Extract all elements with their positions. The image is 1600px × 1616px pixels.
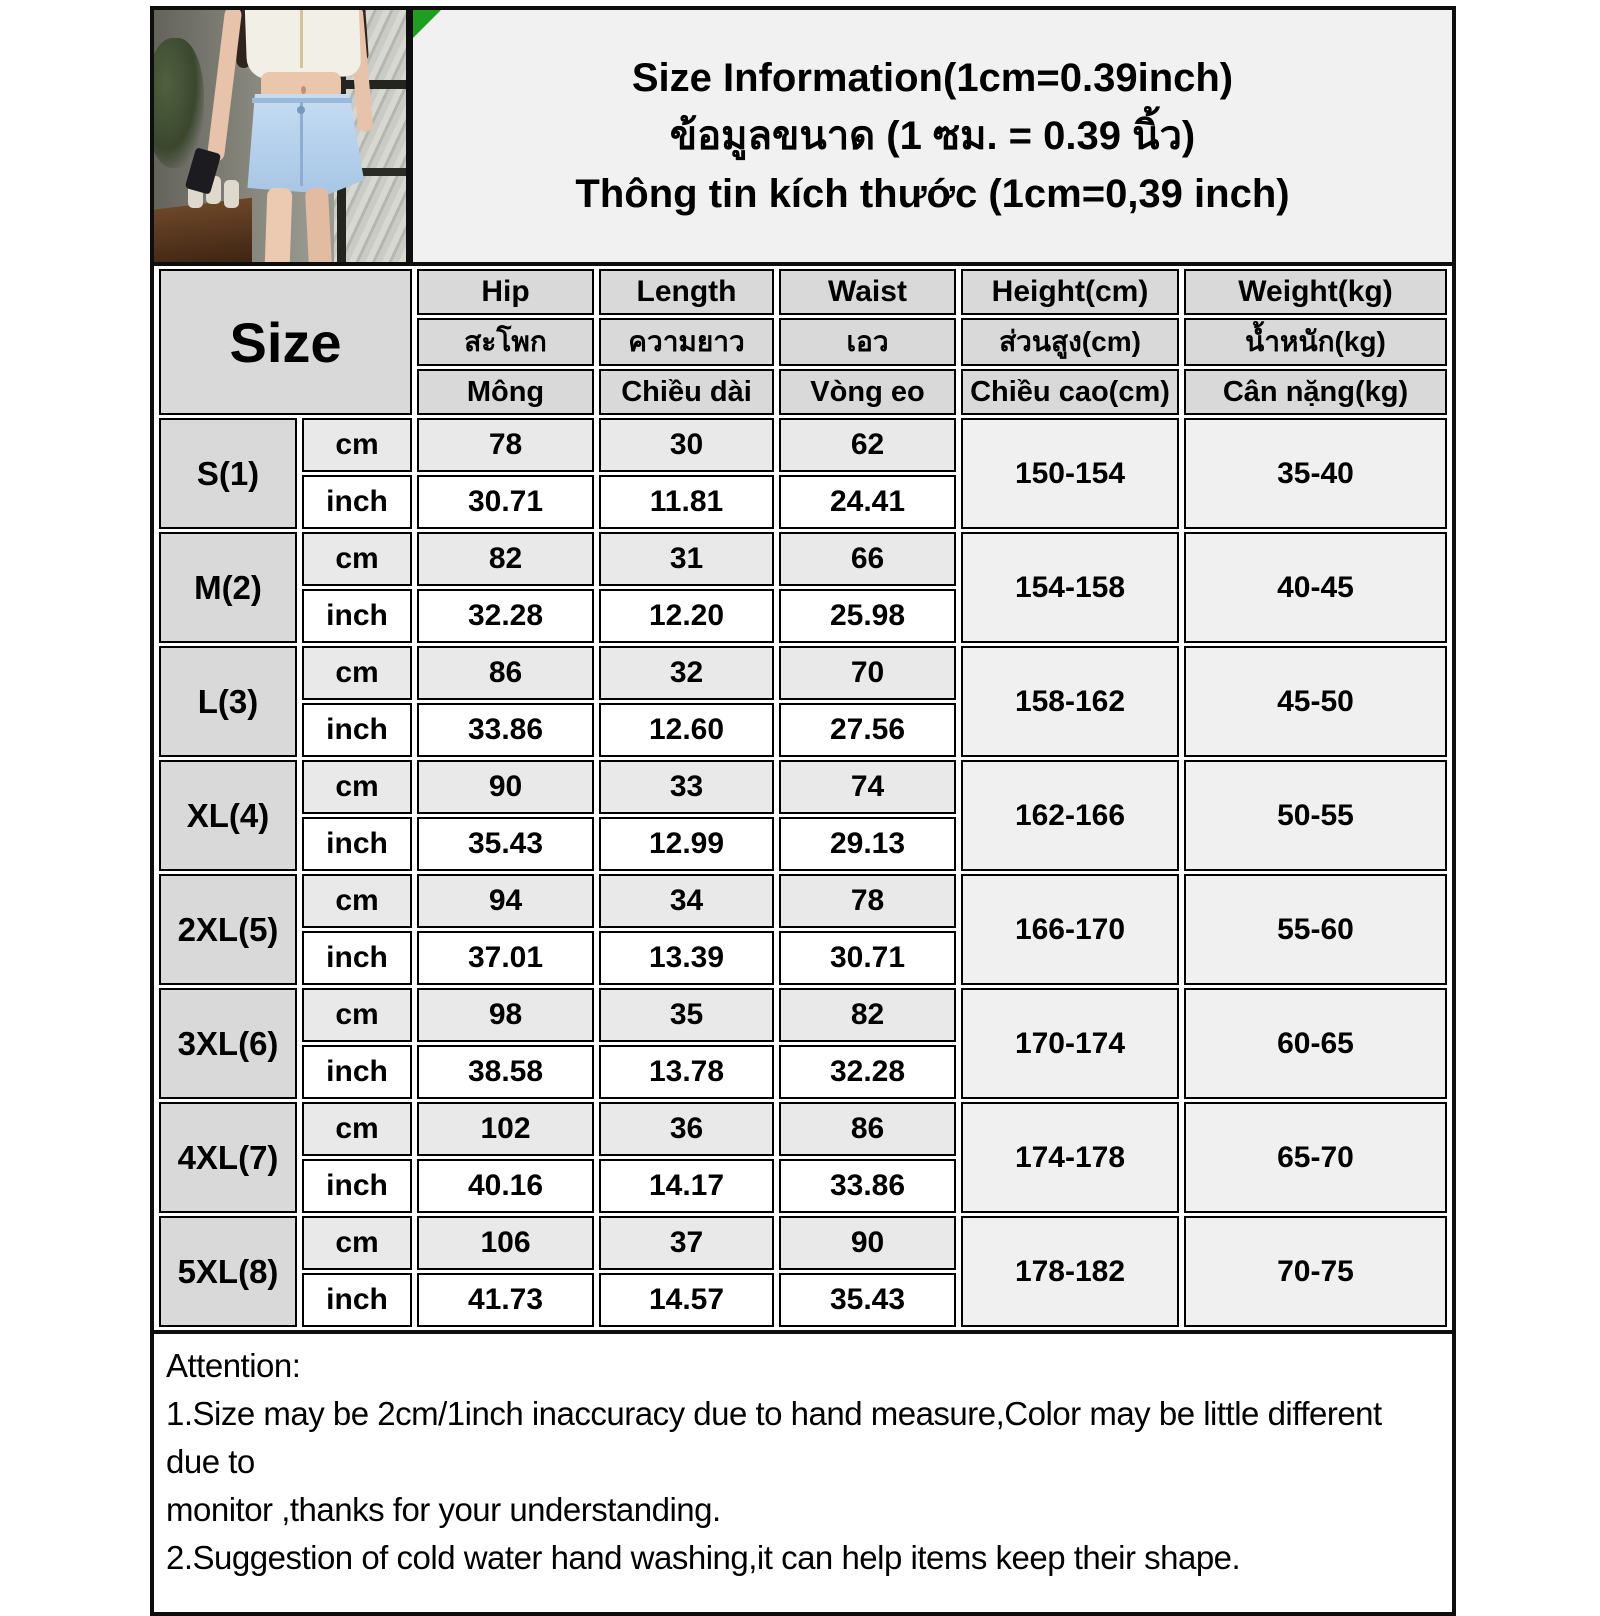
value-cell-cm: 31 [599,532,774,586]
value-cell-inch: 30.71 [417,475,594,529]
unit-cm-cell: cm [302,874,412,928]
value-cell-inch: 14.57 [599,1273,774,1327]
value-cell-cm: 32 [599,646,774,700]
header-length-vi: Chiều dài [599,369,774,415]
unit-cm-cell: cm [302,532,412,586]
header-waist-en: Waist [779,269,956,315]
value-cell-inch: 35.43 [417,817,594,871]
value-cell-cm: 62 [779,418,956,472]
unit-inch-cell: inch [302,589,412,643]
photo-skirt-button [297,106,305,114]
value-cell-cm: 90 [779,1216,956,1270]
header-height-vi: Chiều cao(cm) [961,369,1179,415]
size-row-cm [159,760,1447,814]
value-cell-cm: 90 [417,760,594,814]
unit-inch-cell: inch [302,1045,412,1099]
value-cell-inch: 37.01 [417,931,594,985]
value-cell-inch: 33.86 [779,1159,956,1213]
top-row [150,6,1456,266]
value-cell-cm: 86 [417,646,594,700]
size-row-cm [159,988,1447,1042]
value-cell-inch: 32.28 [779,1045,956,1099]
value-cell-cm: 33 [599,760,774,814]
value-cell-inch: 14.17 [599,1159,774,1213]
photo-bottle [224,180,239,208]
unit-cm-cell: cm [302,760,412,814]
unit-inch-cell: inch [302,1273,412,1327]
height-range-cell: 170-174 [961,988,1179,1099]
weight-range-cell: 35-40 [1184,418,1447,529]
size-row-cm [159,418,1447,472]
unit-inch-cell: inch [302,817,412,871]
height-range-cell: 154-158 [961,532,1179,643]
height-range-cell: 166-170 [961,874,1179,985]
unit-cm-cell: cm [302,1102,412,1156]
header-hip-th: สะโพก [417,318,594,366]
size-table [150,262,1456,1334]
size-column-header: Size [159,269,412,415]
height-range-cell: 162-166 [961,760,1179,871]
value-cell-cm: 34 [599,874,774,928]
attention-heading: Attention: [166,1347,301,1384]
value-cell-cm: 66 [779,532,956,586]
value-cell-inch: 11.81 [599,475,774,529]
value-cell-cm: 37 [599,1216,774,1270]
value-cell-cm: 36 [599,1102,774,1156]
weight-range-cell: 45-50 [1184,646,1447,757]
value-cell-inch: 12.20 [599,589,774,643]
value-cell-cm: 98 [417,988,594,1042]
title-thai: ข้อมูลขนาด (1 ซม. = 0.39 นิ้ว) [669,114,1196,158]
value-cell-cm: 102 [417,1102,594,1156]
size-name-cell: XL(4) [159,760,297,871]
height-range-cell: 150-154 [961,418,1179,529]
size-name-cell: 5XL(8) [159,1216,297,1327]
weight-range-cell: 40-45 [1184,532,1447,643]
photo-model-leg [305,187,332,266]
unit-cm-cell: cm [302,646,412,700]
photo-window-bar [334,80,406,89]
value-cell-cm: 35 [599,988,774,1042]
value-cell-inch: 41.73 [417,1273,594,1327]
header-weight-th: น้ำหนัก(kg) [1184,318,1447,366]
unit-cm-cell: cm [302,418,412,472]
size-chart-sheet [150,6,1456,1616]
photo-navel [301,86,306,94]
header-waist-vi: Vòng eo [779,369,956,415]
size-name-cell: 2XL(5) [159,874,297,985]
weight-range-cell: 65-70 [1184,1102,1447,1213]
title-vietnamese: Thông tin kích thước (1cm=0,39 inch) [575,172,1290,216]
photo-wooden-shelf [150,198,252,266]
unit-cm-cell: cm [302,988,412,1042]
value-cell-inch: 33.86 [417,703,594,757]
size-row-cm [159,1216,1447,1270]
size-name-cell: 3XL(6) [159,988,297,1099]
header-weight-en: Weight(kg) [1184,269,1447,315]
header-hip-vi: Mông [417,369,594,415]
value-cell-cm: 94 [417,874,594,928]
header-length-en: Length [599,269,774,315]
unit-inch-cell: inch [302,703,412,757]
photo-necklace [300,10,303,68]
height-range-cell: 178-182 [961,1216,1179,1327]
height-range-cell: 158-162 [961,646,1179,757]
value-cell-inch: 40.16 [417,1159,594,1213]
value-cell-cm: 86 [779,1102,956,1156]
value-cell-inch: 27.56 [779,703,956,757]
weight-range-cell: 50-55 [1184,760,1447,871]
title-english: Size Information(1cm=0.39inch) [631,56,1234,100]
size-row-cm [159,646,1447,700]
weight-range-cell: 70-75 [1184,1216,1447,1327]
value-cell-inch: 30.71 [779,931,956,985]
attention-line-2: 2.Suggestion of cold water hand washing,it can help items keep their shape. [166,1539,1241,1576]
header-waist-th: เอว [779,318,956,366]
weight-range-cell: 55-60 [1184,874,1447,985]
value-cell-inch: 35.43 [779,1273,956,1327]
unit-inch-cell: inch [302,931,412,985]
value-cell-cm: 106 [417,1216,594,1270]
header-weight-vi: Cân nặng(kg) [1184,369,1447,415]
value-cell-cm: 82 [779,988,956,1042]
header-height-th: ส่วนสูง(cm) [961,318,1179,366]
attention-line-1: 1.Size may be 2cm/1inch inaccuracy due to hand measure,Color may be little different due to [166,1395,1382,1480]
value-cell-inch: 12.60 [599,703,774,757]
size-row-cm [159,874,1447,928]
size-info-header [410,6,1456,266]
value-cell-cm: 78 [417,418,594,472]
attention-note [150,1330,1456,1616]
size-name-cell: M(2) [159,532,297,643]
value-cell-inch: 12.99 [599,817,774,871]
height-range-cell: 174-178 [961,1102,1179,1213]
unit-cm-cell: cm [302,1216,412,1270]
header-length-th: ความยาว [599,318,774,366]
value-cell-inch: 24.41 [779,475,956,529]
size-name-cell: 4XL(7) [159,1102,297,1213]
size-row-cm [159,532,1447,586]
value-cell-inch: 25.98 [779,589,956,643]
value-cell-inch: 38.58 [417,1045,594,1099]
product-photo [150,6,410,266]
unit-inch-cell: inch [302,1159,412,1213]
value-cell-cm: 74 [779,760,956,814]
unit-inch-cell: inch [302,475,412,529]
size-name-cell: L(3) [159,646,297,757]
photo-white-crop-top [245,6,362,80]
green-corner-marker-icon [413,10,441,38]
size-name-cell: S(1) [159,418,297,529]
value-cell-cm: 70 [779,646,956,700]
value-cell-cm: 82 [417,532,594,586]
value-cell-cm: 30 [599,418,774,472]
photo-model-leg [265,188,293,266]
size-row-cm [159,1102,1447,1156]
weight-range-cell: 60-65 [1184,988,1447,1099]
header-hip-en: Hip [417,269,594,315]
attention-line-1-cont: monitor ,thanks for your understanding. [166,1491,721,1528]
photo-skirt-fly-seam [300,102,303,186]
value-cell-cm: 78 [779,874,956,928]
header-height-en: Height(cm) [961,269,1179,315]
value-cell-inch: 29.13 [779,817,956,871]
value-cell-inch: 32.28 [417,589,594,643]
header-row-english [159,269,1447,315]
value-cell-inch: 13.39 [599,931,774,985]
value-cell-inch: 13.78 [599,1045,774,1099]
